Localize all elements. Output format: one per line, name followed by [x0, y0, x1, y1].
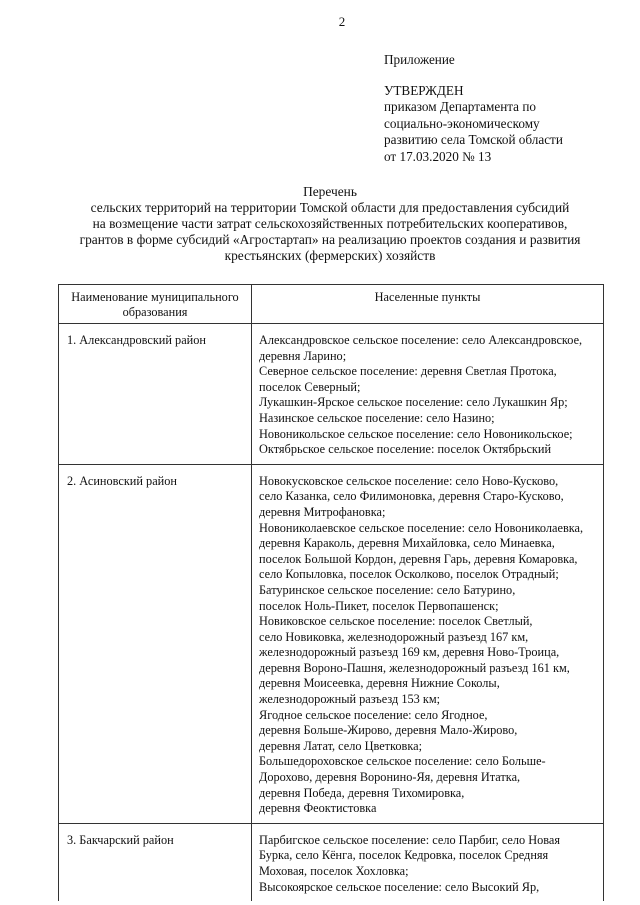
settlement-line: деревня Больше-Жирово, деревня Мало-Жирово, — [259, 723, 518, 738]
settlement-line: Новиковское сельское поселение: поселок Светлый, — [259, 614, 533, 629]
settlement-line: Моховая, поселок Хохловка; — [259, 864, 409, 878]
settlement-line: село Копыловка, поселок Осколково, поселок Отрадный; — [259, 567, 559, 582]
settlements-table — [58, 284, 604, 901]
table-row — [59, 823, 604, 901]
title-line: крестьянских (фермерских) хозяйств — [224, 248, 436, 263]
settlement-line: село Новиковка, железнодорожный разъезд 167 км, — [259, 629, 529, 644]
header-municipality: Наименование муниципального образования — [59, 285, 252, 324]
page-number: 2 — [338, 14, 346, 29]
settlement-line: Парбигское сельское поселение: село Парбиг, село Новая — [259, 832, 561, 847]
settlement-line: Октябрьское сельское поселение: поселок Октябрьский — [259, 442, 552, 457]
district-cell: 2. Асиновский район — [59, 464, 252, 823]
settlements-cell — [252, 823, 604, 901]
approval-line: развитию села Томской области — [384, 132, 563, 147]
appendix-label: Приложение — [384, 52, 455, 67]
settlement-line: деревня Латат, село Цветковка; — [259, 738, 423, 753]
settlement-line: Лукашкин-Ярское сельское поселение: село Лукашкин Яр; — [259, 395, 568, 410]
settlement-line: поселок Ноль-Пикет, поселок Первопашенск; — [259, 598, 499, 613]
settlement-line: деревня Митрофановка; — [259, 504, 386, 519]
approval-line: социально-экономическому — [384, 115, 540, 131]
settlement-line: Новониколаевское сельское поселение: село Новониколаевка, — [259, 520, 584, 535]
title-heading: Перечень — [303, 184, 357, 199]
settlement-line: поселок Северный; — [259, 379, 361, 394]
settlement-line: Батуринское сельское поселение: село Батурино, — [259, 582, 516, 597]
table-row — [59, 464, 604, 823]
settlements-cell — [252, 464, 604, 823]
district-cell: 3. Бакчарский район — [59, 823, 252, 901]
title-line: грантов в форме субсидий «Агростартап» на реализацию проектов создания и развития — [79, 232, 581, 247]
settlement-line: деревня Моисеевка, деревня Нижние Соколы, — [259, 676, 500, 691]
settlement-line: железнодорожный разъезд 169 км, деревня Ново-Троица, — [259, 645, 560, 660]
settlement-line: Назинское сельское поселение: село Назино; — [259, 410, 495, 425]
settlement-line: Дорохово, деревня Воронино-Яя, деревня Итатка, — [259, 770, 521, 785]
settlement-line: Бурка, село Кёнга, поселок Кедровка, поселок Средняя — [259, 848, 549, 863]
settlement-line: Ягодное сельское поселение: село Ягодное, — [259, 707, 488, 722]
settlement-line: деревня Вороно-Пашня, железнодорожный разъезд 161 км, — [259, 660, 570, 675]
settlement-line: деревня Победа, деревня Тихомировка, — [259, 785, 465, 800]
settlement-line: Новокусковское сельское поселение: село Ново-Кусково, — [259, 473, 559, 488]
settlement-line: Александровское сельское поселение: село Александровское, — [259, 333, 583, 347]
approval-date: от 17.03.2020 № 13 — [384, 148, 492, 164]
settlement-line: деревня Феоктистовка — [259, 801, 377, 816]
document-title — [40, 184, 620, 264]
district-cell: 1. Александровский район — [59, 324, 252, 465]
title-line: на возмещение части затрат сельскохозяйственных потребительских кооперативов, — [92, 216, 568, 231]
settlements-cell — [252, 324, 604, 465]
approval-block — [384, 52, 624, 165]
table-header-row — [59, 285, 604, 324]
settlement-line: поселок Большой Кордон, деревня Гарь, деревня Комаровка, — [259, 551, 578, 566]
settlement-line: Новоникольское сельское поселение: село Новоникольское; — [259, 426, 573, 441]
settlement-line: Большедороховское сельское поселение: село Больше- — [259, 754, 546, 769]
approval-status: УТВЕРЖДЕН — [384, 82, 464, 98]
approval-line: приказом Департамента по — [384, 99, 536, 114]
settlement-line: Высокоярское сельское поселение: село Высокий Яр, — [259, 879, 540, 894]
title-line: сельских территорий на территории Томской области для предоставления субсидий — [90, 200, 570, 215]
table-row — [59, 324, 604, 465]
settlement-line: деревня Караколь, деревня Михайловка, село Минаевка, — [259, 536, 555, 551]
settlement-line: село Казанка, село Филимоновка, деревня Старо-Кусково, — [259, 489, 564, 504]
settlement-line: железнодорожный разъезд 153 км; — [259, 692, 441, 707]
settlement-line: деревня Ларино; — [259, 348, 347, 363]
header-settlements: Населенные пункты — [252, 285, 604, 324]
settlement-line: Северное сельское поселение: деревня Светлая Протока, — [259, 364, 557, 379]
